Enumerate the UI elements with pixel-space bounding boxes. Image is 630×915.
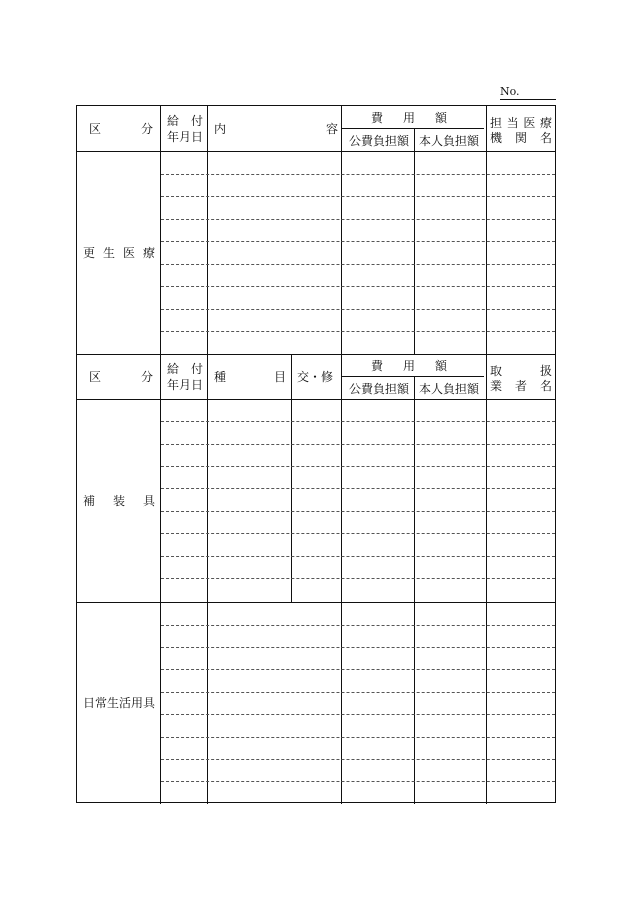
header-kyufu-1: 給 付 bbox=[167, 114, 203, 128]
header-date-1: 年月日 bbox=[167, 130, 204, 144]
row-line bbox=[161, 737, 555, 738]
header-divider-2 bbox=[77, 399, 555, 400]
row-line bbox=[161, 714, 555, 715]
row-line bbox=[161, 241, 555, 242]
row-line bbox=[161, 556, 555, 557]
col-divider-category bbox=[160, 106, 161, 804]
row-line bbox=[161, 264, 555, 265]
row-line bbox=[161, 309, 555, 310]
header-kyufu-2: 給 付 bbox=[167, 362, 203, 376]
header-kouhi-1: 公費負担額 bbox=[349, 134, 410, 148]
hiyou-subline-2 bbox=[342, 376, 484, 377]
col-divider-content bbox=[341, 106, 342, 804]
benefit-record-form bbox=[76, 105, 556, 803]
header-toriatsukai-1: 取 扱 bbox=[490, 364, 552, 378]
row-line bbox=[161, 444, 555, 445]
header-hiyou-1: 費 用 額 bbox=[371, 111, 447, 125]
header-tantou-1: 担 当 医 療 bbox=[490, 116, 552, 130]
row-line bbox=[161, 511, 555, 512]
row-line bbox=[161, 196, 555, 197]
category-nichijou-seikatsu-yougu: 日常生活用具 bbox=[83, 696, 156, 710]
header-kubun-2: 区 分 bbox=[89, 370, 153, 384]
section-divider-1 bbox=[77, 354, 555, 355]
header-hiyou-2: 費 用 額 bbox=[371, 359, 447, 373]
form-number: No. bbox=[500, 86, 556, 100]
row-line bbox=[161, 219, 555, 220]
row-line bbox=[161, 692, 555, 693]
col-divider-amount bbox=[486, 106, 487, 804]
header-koushu: 交・修 bbox=[297, 370, 334, 384]
header-naiyou: 内 容 bbox=[214, 122, 338, 136]
col-divider-kouhi-2 bbox=[414, 376, 415, 804]
row-line bbox=[161, 578, 555, 579]
row-line bbox=[161, 488, 555, 489]
header-tantou-2: 機 関 名 bbox=[490, 131, 552, 145]
col-divider-date bbox=[207, 106, 208, 804]
row-line bbox=[161, 669, 555, 670]
header-honnin-1: 本人負担額 bbox=[419, 134, 480, 148]
header-kouhi-2: 公費負担額 bbox=[349, 382, 410, 396]
row-line bbox=[161, 625, 555, 626]
category-hosougu: 補 装 具 bbox=[83, 494, 155, 508]
row-line bbox=[161, 647, 555, 648]
header-toriatsukai-2: 業 者 名 bbox=[490, 379, 552, 393]
header-divider-1 bbox=[77, 151, 555, 152]
row-line bbox=[161, 759, 555, 760]
header-kubun-1: 区 分 bbox=[89, 122, 153, 136]
row-line bbox=[161, 781, 555, 782]
col-divider-shumoku bbox=[291, 354, 292, 602]
row-line bbox=[161, 533, 555, 534]
row-line bbox=[161, 331, 555, 332]
row-line bbox=[161, 466, 555, 467]
row-line bbox=[161, 174, 555, 175]
row-line bbox=[161, 421, 555, 422]
category-kousei-iryou: 更 生 医 療 bbox=[83, 246, 155, 260]
header-shumoku: 種 目 bbox=[214, 370, 286, 384]
section-divider-2 bbox=[77, 602, 555, 603]
header-honnin-2: 本人負担額 bbox=[419, 382, 480, 396]
header-date-2: 年月日 bbox=[167, 378, 204, 392]
hiyou-subline-1 bbox=[342, 128, 484, 129]
row-line bbox=[161, 286, 555, 287]
